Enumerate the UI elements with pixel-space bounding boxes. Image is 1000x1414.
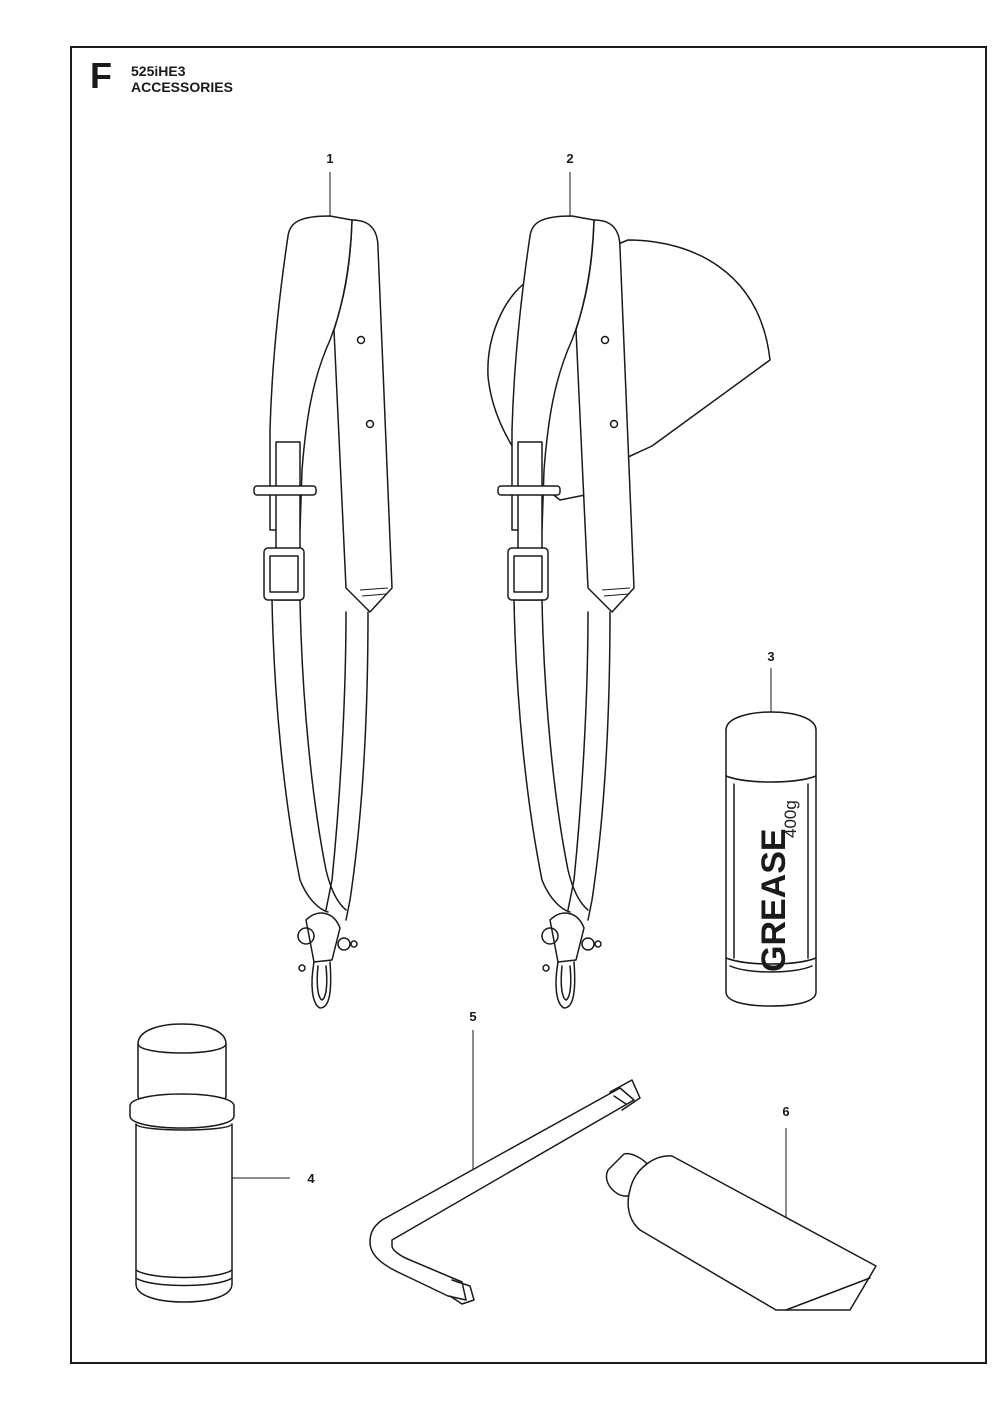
grease-label: GREASE — [755, 828, 793, 972]
callout-1: 1 — [326, 151, 334, 166]
harness-strap-icon — [254, 172, 392, 1008]
section-letter: F — [90, 55, 112, 96]
torx-key-icon — [370, 1030, 640, 1304]
spray-can-icon — [130, 1024, 290, 1302]
callout-4: 4 — [307, 1171, 315, 1186]
callout-6: 6 — [782, 1104, 790, 1119]
grease-tube-icon — [606, 1128, 876, 1310]
callout-2: 2 — [566, 151, 574, 166]
grease-container-icon — [726, 668, 816, 1006]
callout-5: 5 — [469, 1009, 477, 1024]
page-title: ACCESSORIES — [131, 79, 233, 95]
model-number: 525iHE3 — [131, 63, 186, 79]
callout-3: 3 — [767, 649, 775, 664]
grease-size-label: 400g — [781, 800, 800, 838]
